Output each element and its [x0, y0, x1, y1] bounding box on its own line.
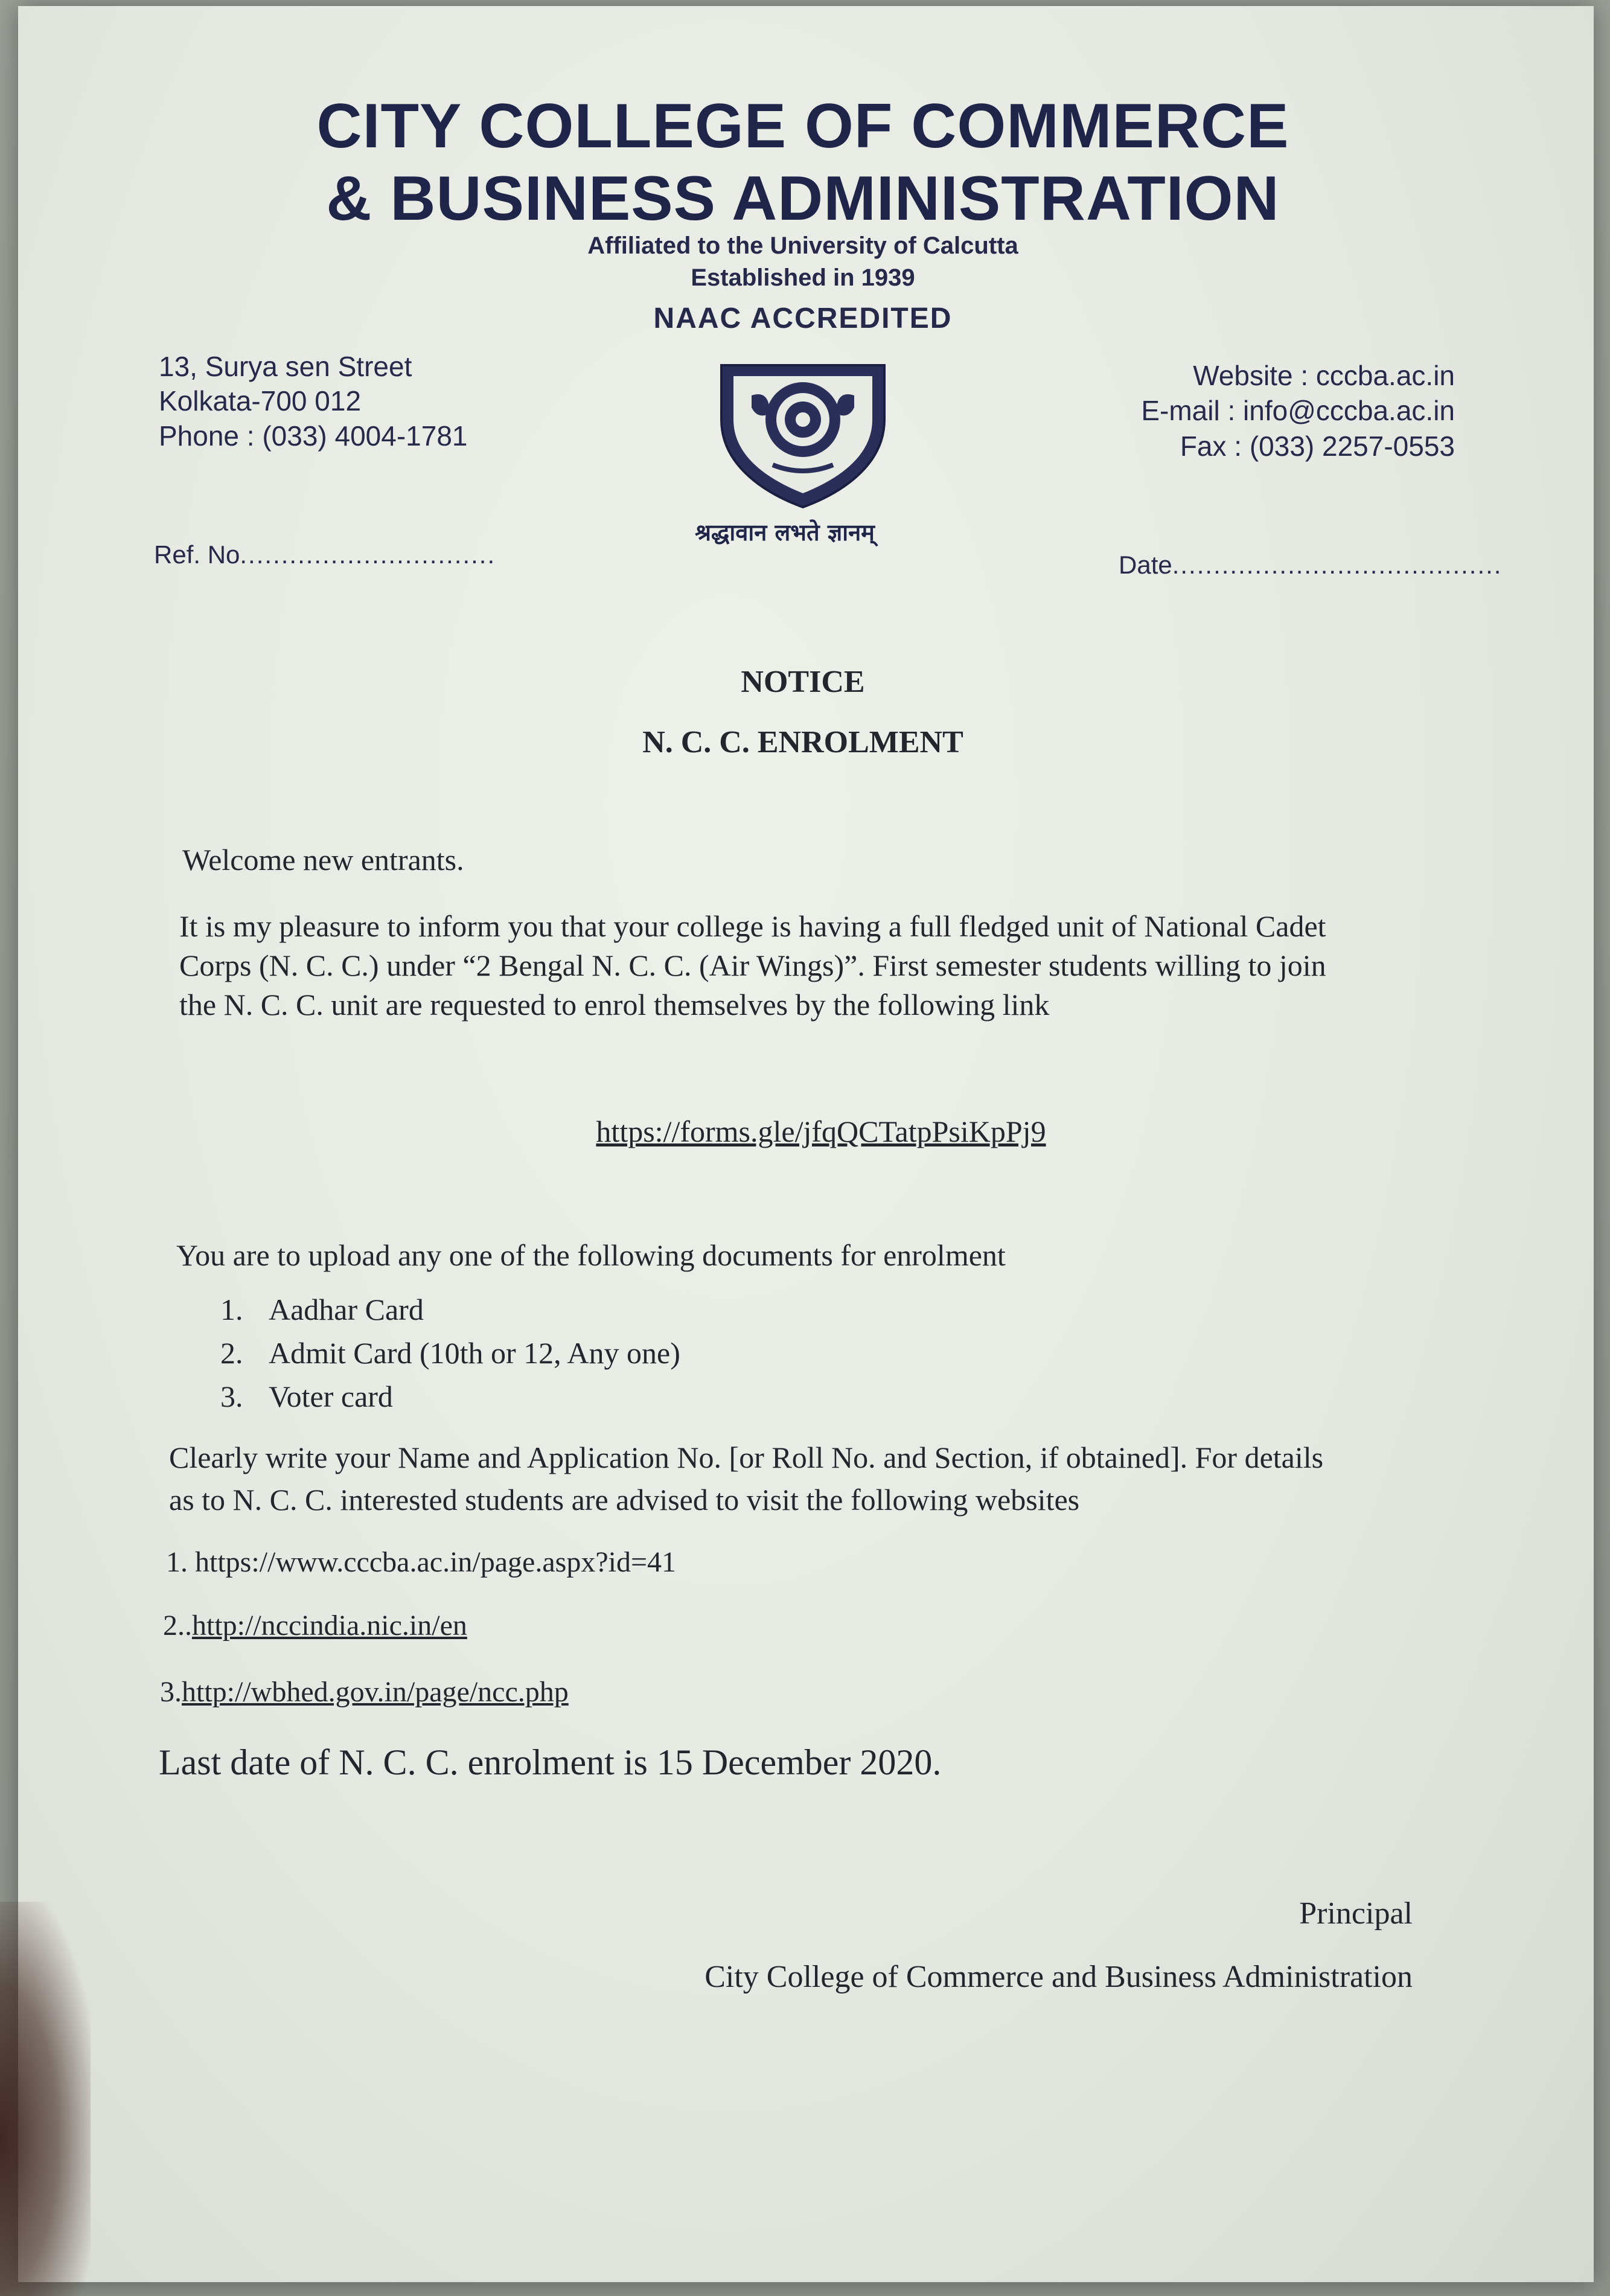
ref-no-dots: ............................... — [240, 540, 496, 569]
email-text: E-mail : info@cccba.ac.in — [1141, 395, 1455, 426]
hand-shadow — [0, 1902, 91, 2296]
document-item: 2. Admit Card (10th or 12, Any one) — [220, 1336, 680, 1370]
last-date-text: Last date of N. C. C. enrolment is 15 December 2020. — [159, 1742, 942, 1782]
ref-no-field — [154, 540, 496, 569]
document-item: 3. Voter card — [220, 1380, 393, 1413]
website-3-number: 3. — [160, 1676, 182, 1708]
address-line1: 13, Surya sen Street — [159, 351, 412, 382]
para1-line1: It is my pleasure to inform you that your college is having a full fledged unit of National Cadet — [179, 909, 1326, 943]
website-1-link[interactable]: https://www.cccba.ac.in/page.aspx?id=41 — [195, 1546, 677, 1578]
affiliation-text: Affiliated to the University of Calcutta — [587, 232, 1018, 259]
established-text: Established in 1939 — [691, 264, 915, 291]
website-text: Website : cccba.ac.in — [1193, 360, 1455, 391]
institution-name: City College of Commerce and Business Administration — [704, 1960, 1413, 1994]
fax-text: Fax : (033) 2257-0553 — [1180, 430, 1455, 462]
notice-heading: NOTICE — [741, 665, 865, 699]
naac-accredited-text: NAAC ACCREDITED — [653, 302, 953, 334]
college-name-line1: CITY COLLEGE OF COMMERCE — [316, 91, 1289, 161]
website-3-link[interactable]: http://wbhed.gov.in/page/ncc.php — [182, 1676, 569, 1708]
website-1-number: 1. — [166, 1546, 188, 1578]
website-item-2 — [163, 1609, 467, 1642]
date-label: Date — [1119, 551, 1172, 579]
document-item: 1. Aadhar Card — [220, 1293, 424, 1326]
para1-line3: the N. C. C. unit are requested to enrol themselves by the following link — [179, 988, 1050, 1022]
ref-no-label: Ref. No — [154, 540, 240, 569]
documents-list — [220, 1292, 680, 1422]
para2-line1: Clearly write your Name and Application No. [or Roll No. and Section, if obtained]. For details — [169, 1441, 1324, 1474]
enrolment-form-link[interactable]: https://forms.gle/jfqQCTatpPsiKpPj9 — [596, 1114, 1046, 1148]
college-name-line2: & BUSINESS ADMINISTRATION — [326, 164, 1280, 234]
date-field — [1119, 551, 1502, 580]
para1-line2: Corps (N. C. C.) under “2 Bengal N. C. C. (Air Wings)”. First semester students willing to join — [179, 948, 1326, 982]
notice-subject: N. C. C. ENROLMENT — [642, 725, 963, 759]
crest-motto: श्रद्धावान लभते ज्ञानम् — [695, 519, 875, 546]
website-item-3 — [160, 1675, 569, 1709]
website-2-number: 2.. — [163, 1610, 192, 1642]
upload-intro-text: You are to upload any one of the following documents for enrolment — [176, 1238, 1006, 1272]
address-line2: Kolkata-700 012 — [159, 385, 362, 417]
phone-text: Phone : (033) 4004-1781 — [159, 420, 468, 452]
greeting-text: Welcome new entrants. — [182, 843, 464, 877]
website-item-1 — [166, 1546, 676, 1579]
website-2-link[interactable]: http://nccindia.nic.in/en — [192, 1610, 467, 1642]
date-dots: ........................................ — [1172, 551, 1503, 579]
para2-line2: as to N. C. C. interested students are advised to visit the following websites — [169, 1483, 1080, 1517]
college-crest-icon — [715, 353, 890, 510]
signatory-title: Principal — [1299, 1896, 1413, 1931]
